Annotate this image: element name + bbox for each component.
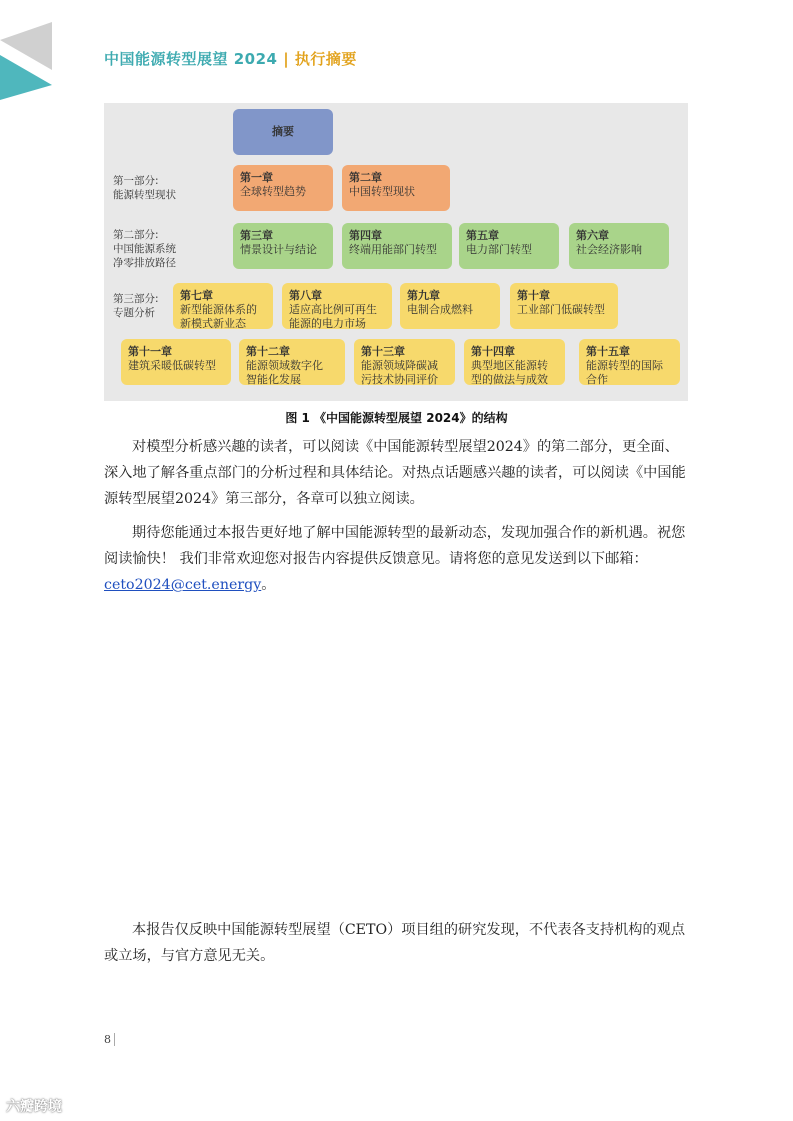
chapter-12-name-line2: 智能化发展 bbox=[246, 373, 301, 385]
chapter-11-box bbox=[121, 339, 231, 385]
chapter-8-num: 第八章 bbox=[289, 289, 322, 302]
chapter-2-box bbox=[342, 165, 450, 211]
watermark-logo bbox=[6, 1096, 62, 1116]
chapter-14-name-line2: 型的做法与成效 bbox=[471, 373, 548, 385]
page-number: 8 bbox=[104, 1033, 115, 1046]
chapter-2-num: 第二章 bbox=[349, 171, 382, 184]
chapter-2-name: 中国转型现状 bbox=[349, 185, 415, 198]
header-title-main: 中国能源转型展望 2024 bbox=[104, 50, 278, 68]
chapter-15-name-line1: 能源转型的国际 bbox=[586, 359, 663, 372]
chapter-4-box bbox=[342, 223, 452, 269]
chapter-8-box bbox=[282, 283, 392, 329]
paragraph-1 bbox=[104, 434, 688, 512]
chapter-14-num: 第十四章 bbox=[471, 345, 515, 358]
part-2-label-line3: 净零排放路径 bbox=[113, 257, 176, 269]
disclaimer-paragraph bbox=[104, 917, 688, 969]
chapter-9-box bbox=[400, 283, 500, 329]
chapter-10-box bbox=[510, 283, 618, 329]
chapter-12-num: 第十二章 bbox=[246, 345, 290, 358]
chapter-3-num: 第三章 bbox=[240, 229, 273, 242]
chapter-5-num: 第五章 bbox=[466, 229, 499, 242]
chapter-7-box bbox=[173, 283, 273, 329]
header-separator: | bbox=[277, 50, 295, 68]
chapter-5-box bbox=[459, 223, 559, 269]
figure-caption: 图 1 《中国能源转型展望 2024》的结构 bbox=[285, 411, 508, 425]
chapter-1-num: 第一章 bbox=[240, 171, 273, 184]
part-3-label-line1: 第三部分: bbox=[113, 293, 159, 305]
chapter-7-name-line2: 新模式新业态 bbox=[180, 317, 246, 329]
part-2-label-line1: 第二部分: bbox=[113, 229, 159, 241]
chapter-4-num: 第四章 bbox=[349, 229, 382, 242]
part-1-label-line1: 第一部分: bbox=[113, 175, 159, 187]
header-title bbox=[104, 48, 357, 69]
chapter-13-name-line1: 能源领域降碳减 bbox=[361, 359, 438, 372]
chapter-3-box bbox=[233, 223, 333, 269]
header-title-sub: 执行摘要 bbox=[294, 50, 357, 68]
chapter-12-name-line1: 能源领域数字化 bbox=[246, 359, 323, 372]
chapter-14-box bbox=[464, 339, 565, 385]
chapter-15-num: 第十五章 bbox=[586, 345, 630, 358]
paragraph-2 bbox=[104, 520, 688, 598]
chapter-8-name-line1: 适应高比例可再生 bbox=[289, 303, 377, 316]
paragraph-2-end: 。 bbox=[261, 577, 276, 593]
part-2-label bbox=[113, 228, 176, 270]
chapter-6-name: 社会经济影响 bbox=[576, 243, 642, 256]
chapter-7-num: 第七章 bbox=[180, 289, 213, 302]
chapter-7-name-line1: 新型能源体系的 bbox=[180, 303, 257, 316]
chapter-15-name-line2: 合作 bbox=[586, 373, 608, 385]
chapter-9-num: 第九章 bbox=[407, 289, 440, 302]
chapter-13-box bbox=[354, 339, 455, 385]
chapter-6-num: 第六章 bbox=[576, 229, 609, 242]
chapter-13-num: 第十三章 bbox=[361, 345, 405, 358]
chapter-8-name-line2: 能源的电力市场 bbox=[289, 317, 366, 329]
summary-box bbox=[233, 109, 333, 155]
part-2-label-line2: 中国能源系统 bbox=[113, 243, 176, 255]
paragraph-2-text: 期待您能通过本报告更好地了解中国能源转型的最新动态，发现加强合作的新机遇。祝您阅读愉快！ 我们非常欢迎您对报告内容提供反馈意见。请将您的意见发送到以下邮箱： bbox=[104, 525, 686, 567]
chapter-1-name: 全球转型趋势 bbox=[240, 185, 306, 198]
report-structure-diagram bbox=[104, 103, 688, 401]
chapter-5-name: 电力部门转型 bbox=[466, 243, 532, 256]
chapter-1-box bbox=[233, 165, 333, 211]
chapter-10-name: 工业部门低碳转型 bbox=[517, 303, 605, 316]
part-1-label-line2: 能源转型现状 bbox=[113, 189, 176, 201]
paragraph-1-text: 对模型分析感兴趣的读者，可以阅读《中国能源转型展望2024》的第二部分，更全面、深入地了解各重点部门的分析过程和具体结论。对热点话题感兴趣的读者，可以阅读《中国能源转型展望2024》第三部分，各章可以独立阅读。 bbox=[104, 439, 686, 507]
disclaimer-text: 本报告仅反映中国能源转型展望（CETO）项目组的研究发现，不代表各支持机构的观点或立场，与官方意见无关。 bbox=[104, 922, 686, 964]
chapter-11-num: 第十一章 bbox=[128, 345, 172, 358]
chapter-10-num: 第十章 bbox=[517, 289, 550, 302]
chapter-3-name: 情景设计与结论 bbox=[240, 243, 317, 256]
part-3-label bbox=[113, 292, 159, 320]
corner-decoration bbox=[0, 0, 60, 100]
chapter-4-name: 终端用能部门转型 bbox=[349, 243, 437, 256]
part-1-label bbox=[113, 174, 176, 202]
watermark-text: 六瓣跨境 bbox=[6, 1099, 62, 1115]
chapter-14-name-line1: 典型地区能源转 bbox=[471, 359, 548, 372]
summary-label: 摘要 bbox=[272, 125, 294, 138]
chapter-12-box bbox=[239, 339, 345, 385]
chapter-15-box bbox=[579, 339, 680, 385]
part-3-label-line2: 专题分析 bbox=[113, 307, 155, 319]
chapter-9-name: 电制合成燃料 bbox=[407, 303, 473, 316]
chapter-11-name: 建筑采暖低碳转型 bbox=[128, 359, 216, 372]
chapter-13-name-line2: 污技术协同评价 bbox=[361, 373, 438, 385]
chapter-6-box bbox=[569, 223, 669, 269]
feedback-email-link[interactable]: ceto2024@cet.energy bbox=[104, 577, 262, 593]
